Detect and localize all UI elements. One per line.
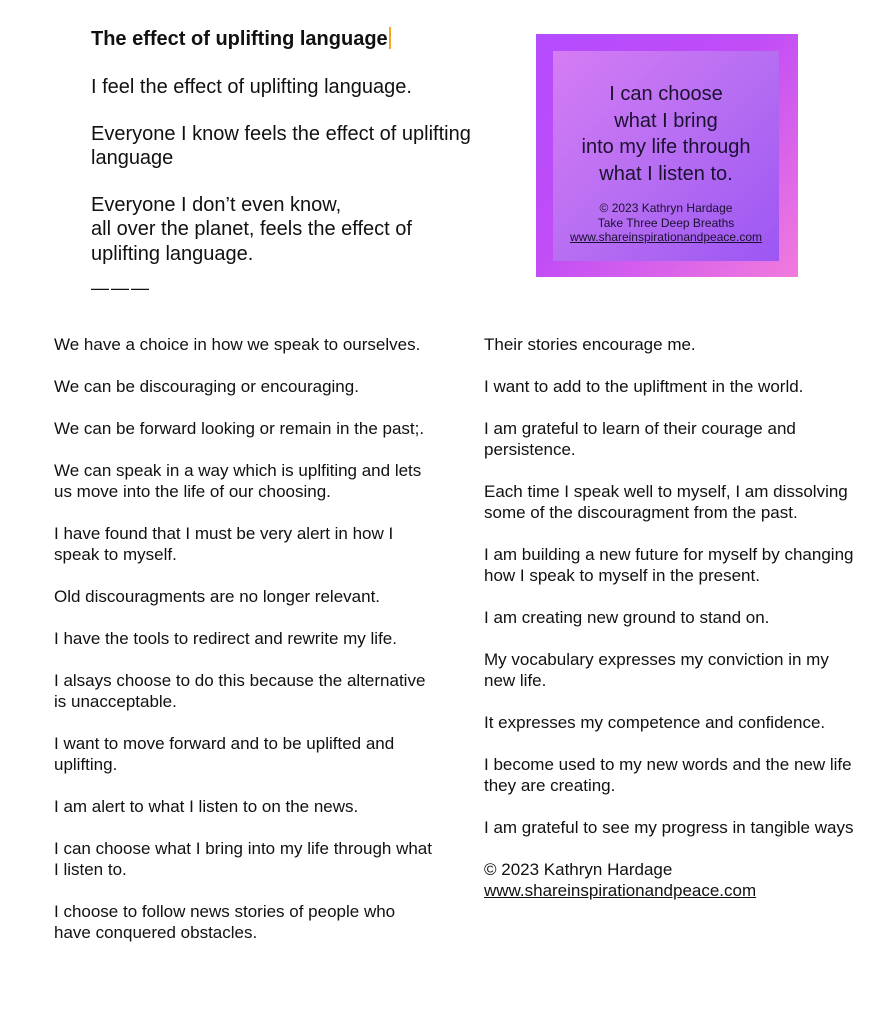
paragraph[interactable]: We can be discouraging or encouraging.: [54, 377, 359, 396]
signature-copyright[interactable]: © 2023 Kathryn Hardage: [484, 860, 673, 879]
paragraph[interactable]: I am building a new future for myself by changing how I speak to myself in the present.: [484, 545, 854, 585]
paragraph[interactable]: I alsays choose to do this because the alternative is unacceptable.: [54, 671, 426, 711]
quote-card-image: [536, 34, 798, 277]
card-website: www.shareinspirationandpeace.com: [569, 230, 763, 244]
paragraph[interactable]: I am creating new ground to stand on.: [484, 608, 770, 627]
paragraph[interactable]: I have the tools to redirect and rewrite my life.: [54, 629, 397, 648]
right-column: [484, 334, 864, 901]
paragraph[interactable]: I am grateful to see my progress in tangible ways: [484, 818, 854, 837]
intro-line[interactable]: Everyone I know feels the effect of uplifting language: [91, 122, 471, 169]
paragraph[interactable]: Their stories encourage me.: [484, 335, 696, 354]
paragraph[interactable]: We can be forward looking or remain in the past;.: [54, 419, 425, 438]
separator: ———: [91, 278, 151, 298]
paragraph[interactable]: I choose to follow news stories of people who have conquered obstacles.: [54, 902, 396, 942]
card-meta: [553, 201, 779, 245]
paragraph[interactable]: We have a choice in how we speak to ourselves.: [54, 335, 421, 354]
paragraph[interactable]: I want to add to the upliftment in the world.: [484, 377, 804, 396]
card-tagline: Take Three Deep Breaths: [597, 215, 735, 230]
paragraph[interactable]: I can choose what I bring into my life through what I listen to.: [54, 839, 432, 879]
left-column: [54, 334, 434, 964]
paragraph[interactable]: I am grateful to learn of their courage and persistence.: [484, 419, 796, 459]
document-header: [91, 26, 471, 300]
paragraph[interactable]: I become used to my new words and the new life they are creating.: [484, 755, 852, 795]
paragraph[interactable]: We can speak in a way which is uplfiting and lets us move into the life of our choosing.: [54, 461, 422, 501]
intro-line[interactable]: Everyone I don’t even know, all over the planet, feels the effect of uplifting language.: [91, 193, 412, 265]
paragraph[interactable]: I want to move forward and to be uplifted and uplifting.: [54, 734, 395, 774]
document-title[interactable]: [91, 26, 471, 52]
paragraph[interactable]: Old discouragments are no longer relevant.: [54, 587, 381, 606]
signature: [484, 859, 864, 901]
paragraph[interactable]: I have found that I must be very alert in how I speak to myself.: [54, 524, 394, 564]
intro-line[interactable]: I feel the effect of uplifting language.: [91, 76, 412, 98]
paragraph[interactable]: I am alert to what I listen to on the news.: [54, 797, 359, 816]
card-quote: I can choose what I bring into my life through what I listen to.: [581, 83, 751, 185]
card-copyright: © 2023 Kathryn Hardage: [599, 201, 733, 215]
signature-website-link[interactable]: www.shareinspirationandpeace.com: [484, 881, 757, 900]
paragraph[interactable]: It expresses my competence and confidence.: [484, 713, 826, 732]
quote-card-inner: [553, 51, 779, 261]
text-cursor: [389, 27, 391, 49]
paragraph[interactable]: My vocabulary expresses my conviction in my new life.: [484, 650, 829, 690]
document-title-text[interactable]: The effect of uplifting language: [91, 28, 388, 50]
paragraph[interactable]: Each time I speak well to myself, I am dissolving some of the discouragment from the past.: [484, 482, 848, 522]
intro-block: [91, 75, 471, 266]
